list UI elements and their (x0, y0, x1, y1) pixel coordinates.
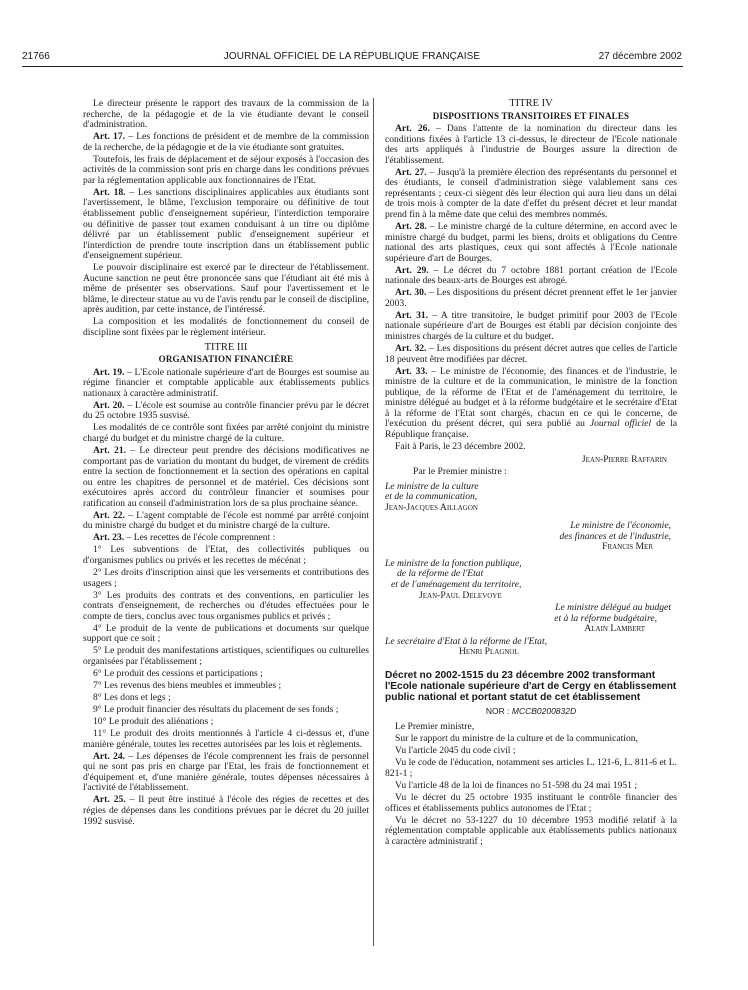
article-32 (385, 344, 677, 365)
article-text: – Les recettes de l'école comprennent : (124, 532, 276, 544)
article-number: Art. 23. (93, 532, 125, 544)
title-subheading: DISPOSITIONS TRANSITOIRES ET FINALES (432, 110, 630, 121)
article-number: Art. 22. (93, 509, 125, 521)
signatory-title: Le secrétaire d'Etat à la réforme de l'Etat, (385, 635, 548, 647)
article-22 (83, 511, 369, 532)
article-21 (83, 446, 369, 509)
article-text: – Les dispositions du présent décret prennent effet le 1er janvier 2003. (385, 287, 677, 309)
signatory-name: Francis Mer (602, 541, 653, 553)
article-text: – A titre transitoire, le budget primitif pour 2003 de l'Ecole nationale supérieure d'art de Bourges est établi par décision conjointe des ministres chargés de la culture et du budget. (385, 309, 677, 342)
signature-secretaire-etat (385, 637, 677, 658)
article-28 (385, 222, 677, 264)
nor-code: MCCB0200832D (511, 705, 577, 716)
article-number: Art. 25. (93, 794, 126, 806)
article-text: – L'école est soumise au contrôle financier prévu par le décret du 25 octobre 1935 susvisé. (83, 399, 369, 422)
signatory-title: et de la communication, (385, 491, 478, 503)
article-23 (83, 533, 369, 544)
article-number: Art. 20. (93, 399, 125, 411)
article-33 (385, 367, 677, 441)
article-25 (83, 795, 369, 827)
decree-title: Décret no 2002-1515 du 23 décembre 2002 transformant l'Ecole nationale supérieure d'art de Cergy en établissement public national et portant statut de cet établissement (385, 669, 677, 704)
signature-fonction-publique (385, 559, 677, 601)
article-text: – Le ministre de l'économie, des finances et de l'industrie, le ministre de la culture et de la communication, le ministre de la fonction publique, de la réforme de l'Etat et de l'aménagement du territoire, le ministre délégué au budget et à la réforme budgétaire et le secrétaire d'Etat à la réforme de l'Etat sont chargés, chacun en ce qui le concerne, de l'exécution du présent décret, qui sera publié au (385, 365, 678, 430)
article-text: – Le directeur peut prendre des décisions modificatives ne comportant pas de variation du montant du budget, de virement de crédits entre la section de fonctionnement et la section des opérations en capital ou entre les chapitres de personnel et de matériel. Ces décisions sont exécutoires après accord du contrôleur financier et soumises pour ratification au conseil d'administration lors de sa plus prochaine séance. (83, 444, 370, 509)
article-29 (385, 266, 677, 287)
article-number: Art. 32. (395, 343, 427, 355)
article-number: Art. 18. (93, 186, 126, 198)
article-31 (385, 311, 677, 343)
signatory-name: Jean-Paul Delevoye (419, 589, 502, 601)
paragraph: Vu le décret no 53-1227 du 10 décembre 1953 modifié relatif à la réglementation comptable applicable aux établissements publics nationaux à caractère administratif ; (385, 814, 677, 847)
signature-budget (385, 603, 677, 635)
list-item: 4° Le produit de la vente de publications et documents sur quelque support que ce soit ; (83, 622, 369, 645)
journal-reference: Journal officiel (589, 418, 652, 430)
article-27 (385, 168, 677, 221)
paragraph: Le directeur présente le rapport des travaux de la commission de la recherche, de la pédagogie et de la vie étudiante devant le conseil d'administration. (83, 98, 369, 131)
paragraph: Les modalités de ce contrôle sont fixées par arrêté conjoint du ministre chargé du budget et du ministre chargé de la culture. (83, 422, 369, 444)
article-text: – Les dispositions du présent décret autres que celles de l'article 18 peuvent être modifiées par décret. (385, 343, 677, 365)
article-text: – L'agent comptable de l'école est nommé par arrêté conjoint du ministre chargé du budget et du ministre chargé de la culture. (83, 509, 369, 532)
signature-place-date: Fait à Paris, le 23 décembre 2002. (395, 440, 526, 452)
article-number: Art. 27. (395, 166, 427, 178)
article-20 (83, 401, 369, 422)
article-number: Art. 19. (93, 366, 125, 378)
left-column (83, 99, 369, 829)
list-item: 9° Le produit financier des résultats du placement de ses fonds ; (93, 704, 339, 716)
list-item: 10° Le produit des aliénations ; (93, 716, 214, 728)
article-text: – Dans l'attente de la nomination du directeur dans les conditions fixées à l'article 13 ci-dessus, le directeur de l'Ecole nationale des arts appliqués à l'industrie de Bourges assure la direction de l'établissement. (385, 123, 677, 166)
paragraph: Vu l'article 48 de la loi de finances no 51-598 du 24 mai 1951 ; (395, 779, 638, 791)
paragraph: La composition et les modalités de fonctionnement du conseil de discipline sont fixées par le règlement intérieur. (83, 316, 369, 338)
title-subheading: ORGANISATION FINANCIÈRE (158, 354, 294, 365)
list-item: 2° Les droits d'inscription ainsi que les versements et contributions des usagers ; (83, 566, 369, 589)
paragraph: Vu l'article 2045 du code civil ; (395, 745, 516, 757)
paragraph: Vu le code de l'éducation, notamment ses articles L. 121-6, L. 811-6 et L. 821-1 ; (385, 757, 677, 779)
article-30 (385, 288, 677, 309)
article-text: – L'Ecole nationale supérieure d'art de Bourges est soumise au régime financier et comptable applicable aux établissements publics nationaux à caractère administratif. (83, 366, 369, 399)
article-number: Art. 21. (93, 444, 127, 456)
article-number: Art. 31. (395, 309, 429, 321)
signatory-title: Le ministre de la fonction publique, (385, 557, 522, 569)
signatory-title: Le ministre de l'économie, (570, 520, 671, 532)
list-item: 5° Le produit des manifestations artistiques, scientifiques ou culturelles organisées par l'établissement ; (83, 645, 369, 667)
title-heading: TITRE III (204, 341, 248, 353)
signatory-name: Alain Lambert (584, 623, 645, 635)
list-item: 1° Les subventions de l'Etat, des collectivités publiques ou d'organismes publics ou privés et les recettes de mécénat ; (83, 544, 369, 566)
signatory-title: et à la réforme budgétaire, (554, 612, 657, 624)
article-text: – Jusqu'à la première élection des représentants du personnel et des étudiants, le conseil d'administration siège valablement sans ces représentants ; ceux-ci siègent dès leur élection qui aura lieu dans un délai de trois mois à compter de la date d'effet du présent décret et leur mandat prend fin à la même date que celui des membres nommés. (385, 166, 678, 220)
signatory-title: des finances et de l'industrie, (559, 530, 671, 542)
article-number: Art. 30. (395, 287, 427, 299)
signatory-title: Le ministre de la culture (385, 480, 479, 492)
header-rule (22, 66, 683, 67)
article-number: Art. 17. (93, 131, 126, 143)
article-17 (83, 132, 369, 153)
page-header (22, 51, 682, 65)
article-text: – Le ministre chargé de la culture détermine, en accord avec le ministre chargé du budget, parmi les biens, droits et obligations du Centre national des arts plastiques, ceux qui sont affectés à l'Ecole nationale supérieure d'art de Bourges. (385, 221, 678, 264)
article-number: Art. 26. (395, 123, 430, 135)
article-number: Art. 28. (395, 221, 427, 233)
paragraph: Le Premier ministre, (395, 721, 475, 733)
article-19 (83, 368, 369, 400)
signatory-title: et de l'aménagement du territoire, (391, 578, 522, 590)
nor-label: NOR : (485, 705, 510, 716)
article-text: – Les sanctions disciplinaires applicables aux étudiants sont l'avertissement, le blâme, l'exclusion temporaire ou définitive de tout établissement public d'enseignement supérieur, l'interdiction temporaire ou définitive de passer tout examen conduisant à un titre ou diplôme délivré par un établissement public d'enseignement supérieur et l'interdiction de prendre toute inscription dans un établissement public d'enseignement supérieur. (83, 186, 369, 262)
nor-reference (385, 706, 677, 717)
paragraph: Le pouvoir disciplinaire est exercé par le directeur de l'établissement. Aucune sanction ne peut être prononcée sans que l'étudiant ait été mis à même de présenter ses observations. Sauf pour l'avertissement et le blâme, le directeur statue au vu de l'avis rendu par le conseil de discipline, après audition, par cette instance, de l'intéressé. (83, 262, 369, 316)
paragraph: Sur le rapport du ministre de la culture et de la communication, (395, 733, 638, 745)
list-item: 7° Les revenus des biens meubles et immeubles ; (93, 679, 282, 691)
article-text: – Les dépenses de l'école comprennent les frais de personnel qui ne sont pas pris en charge par l'Etat, les frais de fonctionnement et d'équipement et, d'une manière générale, toutes dépenses nécessaires à l'activité de l'établissement. (83, 750, 370, 794)
by-prime-minister: Par le Premier ministre : (413, 466, 507, 478)
article-24 (83, 752, 369, 794)
issue-date: 27 décembre 2002 (598, 51, 682, 62)
page-number: 21766 (22, 51, 50, 62)
list-item: 3° Les produits des contrats et des conventions, en particulier les contrats d'enseignement, de recherches ou d'études effectuées pour le compte de tiers, conclus avec tous organismes publics et privés ; (83, 589, 369, 622)
title-heading: TITRE IV (509, 98, 553, 109)
signatory-title: de la réforme de l'Etat (397, 568, 484, 580)
article-26 (385, 124, 677, 166)
list-item: 11° Le produit des droits mentionnés à l'article 4 ci-dessus et, d'une manière générale, toutes les recettes autorisées par les lois et règlements. (83, 728, 369, 750)
paragraph: Toutefois, les frais de déplacement et de séjour exposés à l'occasion des activités de la commission sont pris en charge dans les conditions prévues par la réglementation applicable aux fonctionnaires de l'Etat. (83, 153, 369, 186)
signatory-name: Jean-Jacques Aillagon (385, 501, 478, 513)
list-item: 6° Le produit des cessions et participations ; (93, 667, 263, 679)
article-text: de la République française. (385, 418, 677, 440)
signature-economie (385, 521, 677, 553)
article-text: – Il peut être institué à l'école des régies de recettes et des régies de dépenses dans les conditions prévues par le décret du 20 juillet 1992 susvisé. (83, 794, 369, 827)
prime-minister-name: Jean-Pierre Raffarin (581, 453, 667, 465)
column-divider (373, 98, 374, 946)
paragraph: Vu le décret du 25 octobre 1935 instituant le contrôle financier des offices et établissements publics autonomes de l'Etat ; (385, 792, 677, 814)
signature-culture (385, 482, 677, 514)
article-18 (83, 188, 369, 262)
article-text: – Les fonctions de président et de membre de la commission de la recherche, de la pédagogie et de la vie étudiante sont gratuites. (83, 131, 369, 153)
article-number: Art. 29. (395, 264, 429, 276)
article-number: Art. 24. (93, 750, 126, 762)
article-text: – Le décret du 7 octobre 1881 portant création de l'Ecole nationale des beaux-arts de Bourges est abrogé. (385, 264, 677, 287)
right-column (385, 99, 677, 849)
signatory-name: Henri Plagnol (459, 646, 519, 658)
list-item: 8° Les dons et legs ; (93, 691, 171, 703)
journal-title: JOURNAL OFFICIEL DE LA RÉPUBLIQUE FRANÇAISE (223, 51, 481, 62)
signatory-title: Le ministre délégué au budget (555, 602, 671, 614)
article-number: Art. 33. (395, 365, 428, 377)
